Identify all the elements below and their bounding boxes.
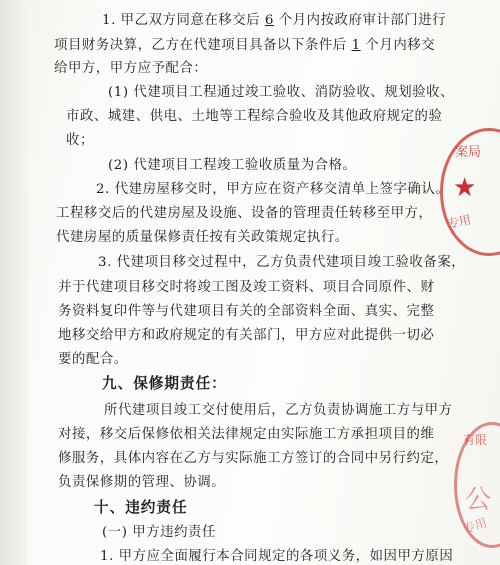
condition-1-line-1: (1) 代建项目工程通过竣工验收、消防验收、规划验收、 — [108, 85, 455, 100]
section-9-line-2: 对接，移交后保修依相关法律规定由实际施工方承担项目的维 — [58, 427, 435, 442]
clause-1-line-1: 1. 甲乙双方同意在移交后 6 个月内按政府审计部门进行 — [102, 13, 447, 28]
clause-3-line-3: 务资料复印件等与代建项目有关的全部资料全面、真实、完整 — [58, 304, 435, 319]
star-icon: ★ — [453, 173, 477, 203]
seal-bottom-text-2: 公 — [465, 485, 492, 515]
condition-1-line-3: 收； — [66, 133, 94, 148]
section-9-line-1: 所代建项目竣工交付使用后，乙方负责协调施工方与甲方 — [104, 403, 453, 418]
condition-2-line-1: (2) 代建项目工程竣工验收质量为合格。 — [108, 158, 357, 173]
page-fold-shadow — [0, 0, 28, 565]
clause-2-line-2: 工程移交后的代建房屋及设施、设备的管理责任转移至甲方， — [56, 206, 433, 221]
clause-2-line-3: 代建房屋的质量保修责任按有关政策规定执行。 — [56, 230, 349, 245]
official-seal-bottom — [454, 422, 500, 548]
official-seal-top — [440, 128, 500, 256]
clause-1-line-2: 项目财务决算，乙方在代建项目具备以下条件后 1 个月内移交 — [54, 38, 436, 53]
clause-3-line-5: 要的配合。 — [58, 352, 128, 367]
seal-bottom-text-3: 专用 — [461, 515, 489, 537]
seal-bottom-text: 有限 — [463, 433, 488, 447]
clause-3-line-1: 3. 代建项目移交过程中，乙方负责代建项目竣工验收备案， — [98, 255, 466, 270]
section-9-line-4: 负责保修期的管理、协调。 — [58, 475, 226, 490]
section-10-subheading: (一) 甲方违约责任 — [102, 525, 216, 540]
clause-3-line-2: 并于代建项目移交时将竣工图及竣工资料、项目合同原件、财 — [58, 280, 435, 295]
condition-1-line-2: 市政、城建、供电、土地等工程综合验收及其他政府规定的验 — [66, 109, 443, 124]
section-10-line-1: 1. 甲方应全面履行本合同规定的各项义务，如因甲方原因 — [100, 549, 454, 564]
section-9-heading: 九、保修期责任： — [102, 375, 227, 392]
seal-top-text-2: 专用 — [445, 212, 473, 232]
section-9-line-3: 修服务，具体内容在乙方与实际施工方签订的合同中另行约定， — [58, 451, 449, 466]
clause-3-line-4: 地移交给甲方和政府规定的有关部门，甲方应对此提供一切必 — [58, 328, 435, 343]
clause-2-line-1: 2. 代建房屋移交时，甲方应在资产移交清单上签字确认。 — [96, 182, 450, 197]
clause-1-line-3: 给甲方，甲方应予配合： — [54, 61, 208, 76]
seal-top-text: 案局 — [455, 145, 482, 160]
section-10-heading: 十、违约责任 — [94, 499, 188, 516]
